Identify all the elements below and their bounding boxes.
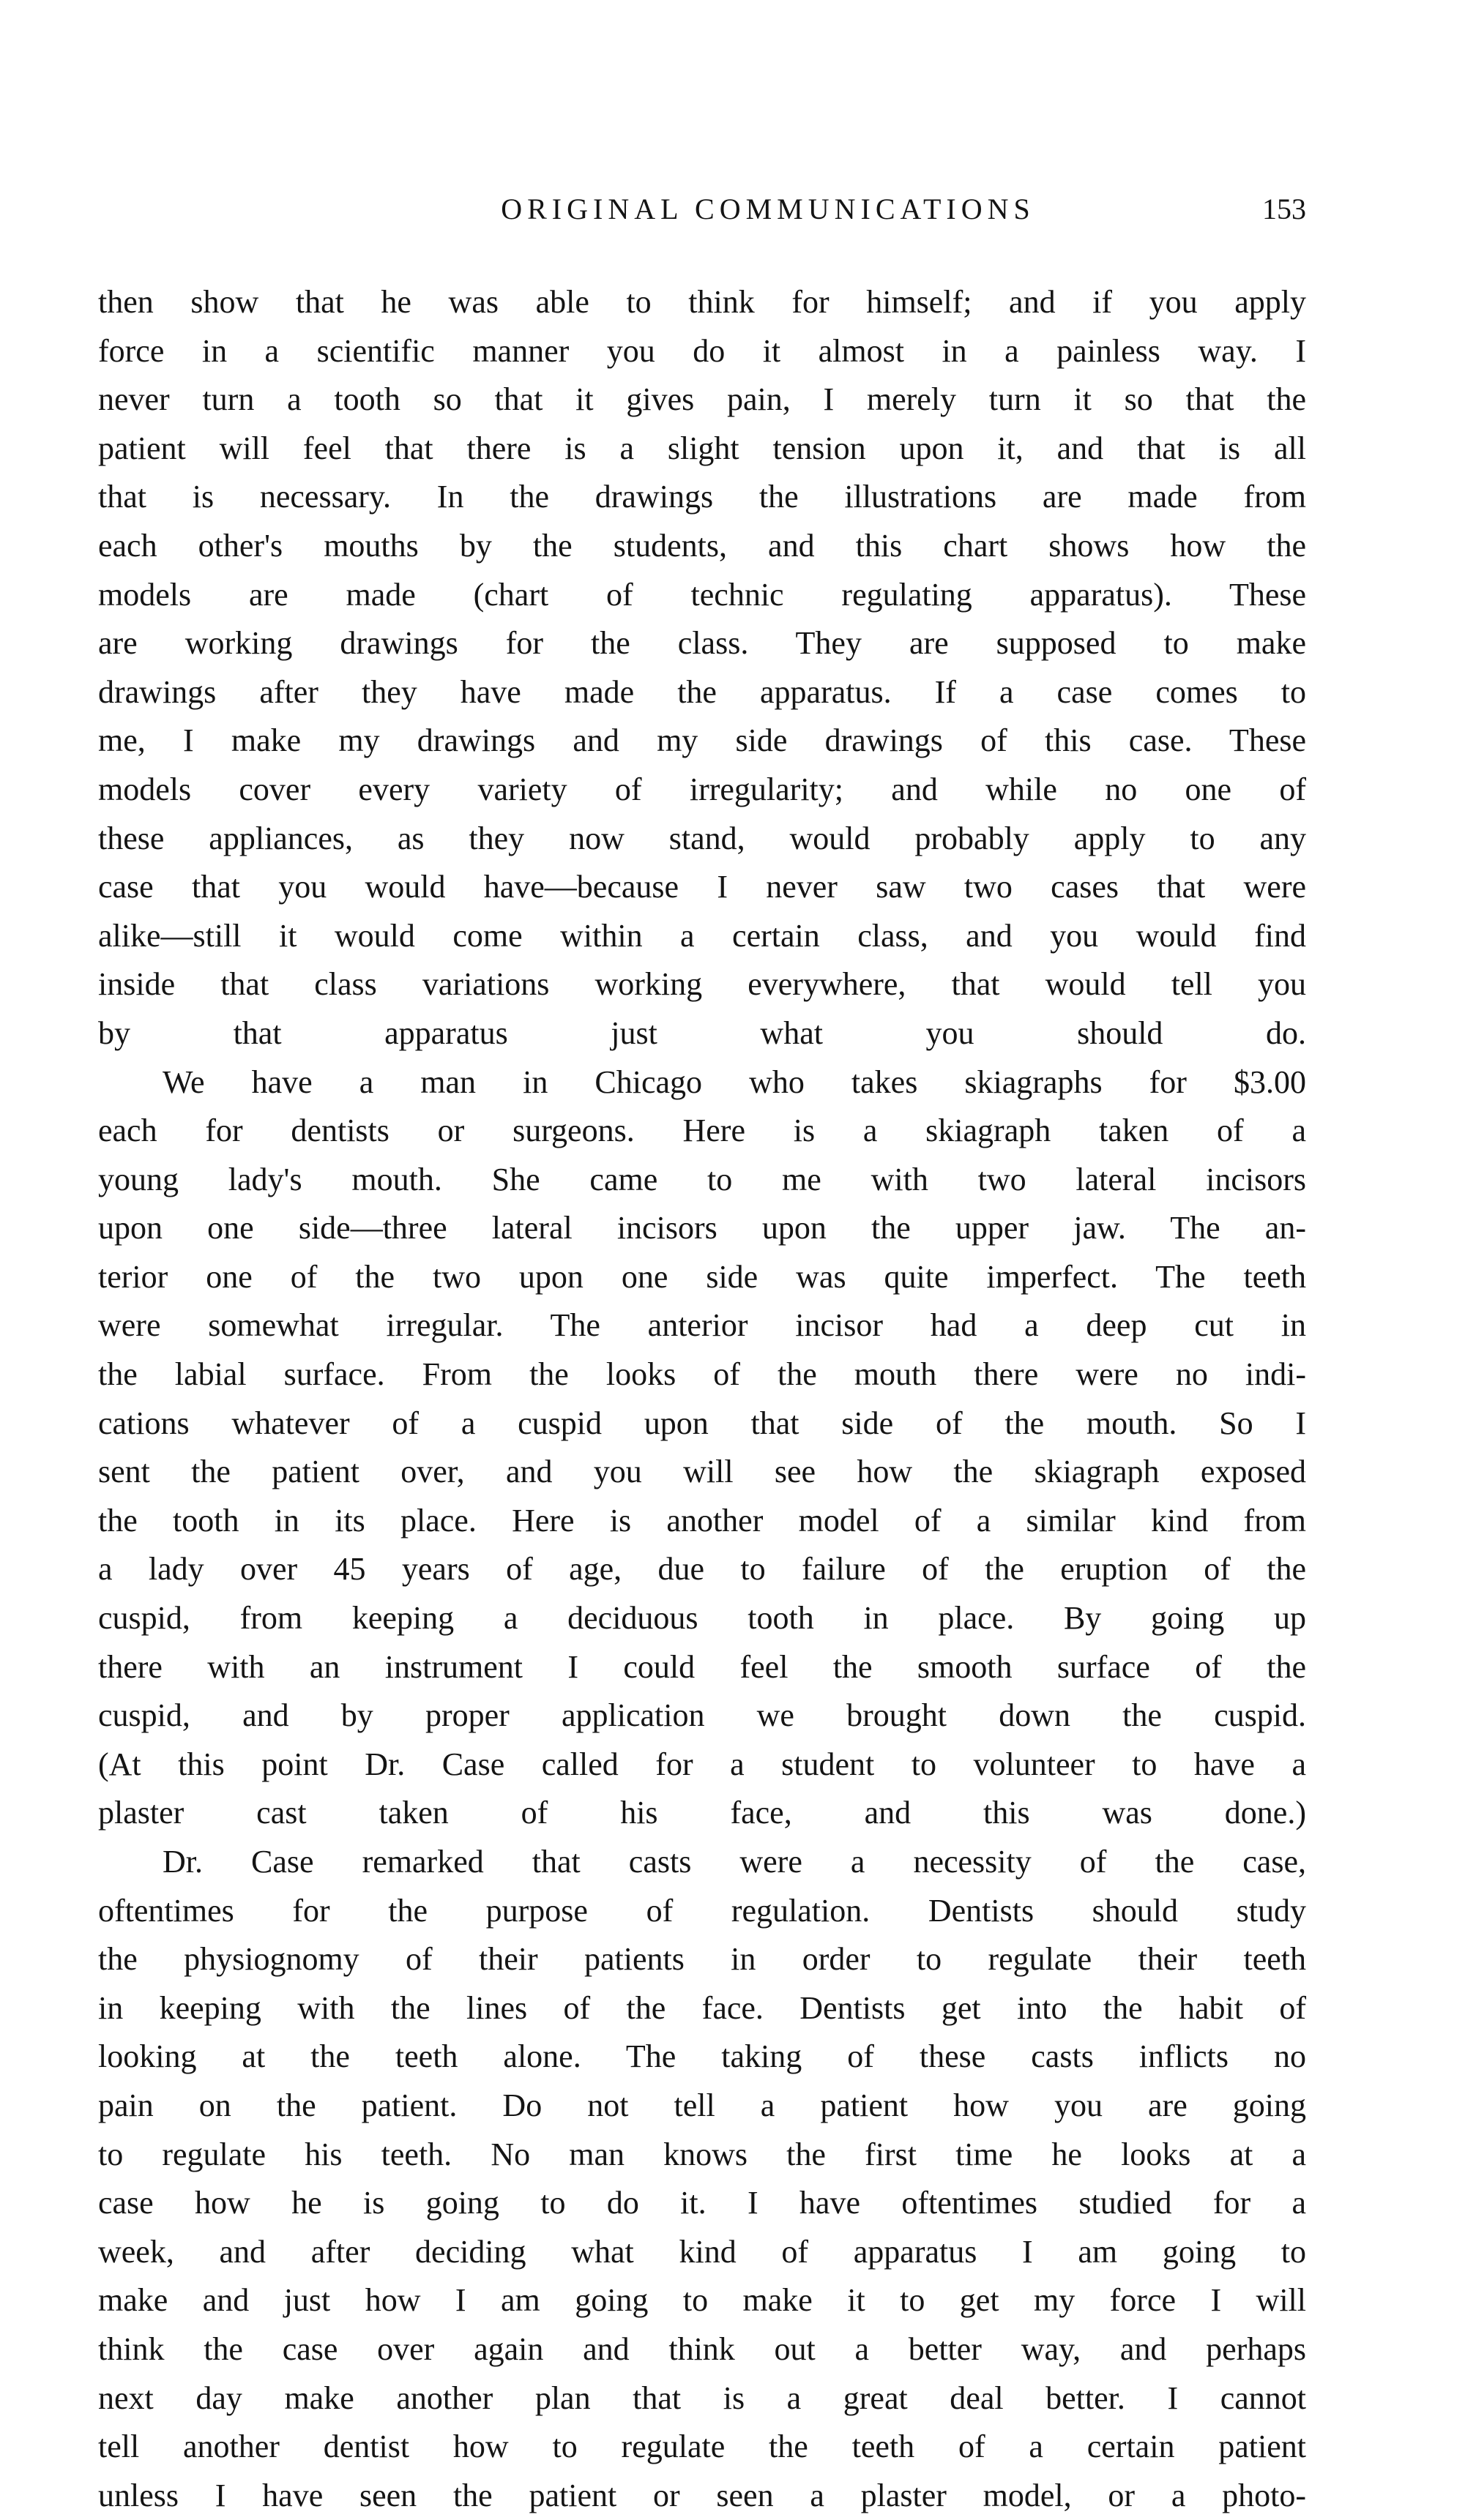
text-line: alike—still it would come within a certain class, and you would find: [98, 917, 1306, 954]
text-line: models cover every variety of irregularity; and while no one of: [98, 771, 1306, 807]
text-line: that is necessary. In the drawings the illustrations are made from: [98, 479, 1306, 515]
text-line: each for dentists or surgeons. Here is a skiagraph taken of a: [98, 1113, 1306, 1149]
text-line: force in a scientific manner you do it almost in a painless way. I: [98, 332, 1306, 369]
text-line: models are made (chart of technic regulating apparatus). These: [98, 576, 1306, 613]
text-line: terior one of the two upon one side was quite imperfect. The teeth: [98, 1258, 1306, 1295]
document-page: [98, 189, 1306, 2520]
running-title: ORIGINAL COMMUNICATIONS: [501, 192, 1035, 225]
text-line: unless I have seen the patient or seen a plaster model, or a photo-: [98, 2477, 1306, 2513]
text-line: drawings after they have made the apparatus. If a case comes to: [98, 673, 1306, 710]
text-line: cations whatever of a cuspid upon that side of the mouth. So I: [98, 1405, 1306, 1441]
text-line: then show that he was able to think for himself; and if you apply: [98, 284, 1306, 320]
text-line: never turn a tooth so that it gives pain, I merely turn it so that the: [98, 381, 1306, 418]
text-line: sent the patient over, and you will see how the skiagraph exposed: [98, 1454, 1306, 1490]
text-line: a lady over 45 years of age, due to failure of the eruption of the: [98, 1551, 1306, 1588]
text-line: inside that class variations working everywhere, that would tell you: [98, 966, 1306, 1003]
text-line: the tooth in its place. Here is another model of a similar kind from: [98, 1502, 1306, 1538]
text-line: in keeping with the lines of the face. Dentists get into the habit of: [98, 1989, 1306, 2026]
text-line: me, I make my drawings and my side drawings of this case. These: [98, 722, 1306, 759]
text-line: plaster cast taken of his face, and this was done.): [98, 1795, 1306, 1831]
text-line: these appliances, as they now stand, would probably apply to any: [98, 820, 1306, 856]
text-line: are working drawings for the class. They are supposed to make: [98, 625, 1306, 662]
text-line: next day make another plan that is a great deal better. I cannot: [98, 2379, 1306, 2416]
text-line: cuspid, from keeping a deciduous tooth in place. By going up: [98, 1600, 1306, 1637]
text-line: were somewhat irregular. The anterior incisor had a deep cut in: [98, 1307, 1306, 1344]
text-line: by that apparatus just what you should do.: [98, 1014, 1306, 1051]
text-line: upon one side—three lateral incisors upon the upper jaw. The an-: [98, 1210, 1306, 1246]
text-line: looking at the teeth alone. The taking of these casts inflicts no: [98, 2038, 1306, 2075]
text-line: Dr. Case remarked that casts were a necessity of the case,: [163, 1844, 1306, 1880]
text-line: the labial surface. From the looks of the mouth there were no indi-: [98, 1356, 1306, 1393]
text-line: make and just how I am going to make it to get my force I will: [98, 2282, 1306, 2319]
text-line: case how he is going to do it. I have oftentimes studied for a: [98, 2185, 1306, 2221]
text-line: young lady's mouth. She came to me with two lateral incisors: [98, 1161, 1306, 1197]
text-line: case that you would have—because I never saw two cases that were: [98, 869, 1306, 905]
text-line: to regulate his teeth. No man knows the first time he looks at a: [98, 2136, 1306, 2172]
text-line: the physiognomy of their patients in order to regulate their teeth: [98, 1941, 1306, 1978]
text-line: oftentimes for the purpose of regulation. Dentists should study: [98, 1892, 1306, 1929]
text-line: week, and after deciding what kind of apparatus I am going to: [98, 2233, 1306, 2270]
running-header: [98, 189, 1306, 243]
text-line: there with an instrument I could feel the smooth surface of the: [98, 1648, 1306, 1685]
text-line: pain on the patient. Do not tell a patient how you are going: [98, 2087, 1306, 2123]
text-line: tell another dentist how to regulate the teeth of a certain patient: [98, 2429, 1306, 2465]
text-line: each other's mouths by the students, and this chart shows how the: [98, 527, 1306, 564]
text-line: patient will feel that there is a slight tension upon it, and that is all: [98, 430, 1306, 466]
text-line: We have a man in Chicago who takes skiagraphs for $3.00: [163, 1063, 1306, 1100]
text-line: (At this point Dr. Case called for a student to volunteer to have a: [98, 1746, 1306, 1782]
text-line: think the case over again and think out a better way, and perhaps: [98, 2330, 1306, 2367]
body-text: [98, 278, 1306, 2520]
text-line: cuspid, and by proper application we brought down the cuspid.: [98, 1697, 1306, 1734]
page-number: 153: [1262, 192, 1306, 225]
